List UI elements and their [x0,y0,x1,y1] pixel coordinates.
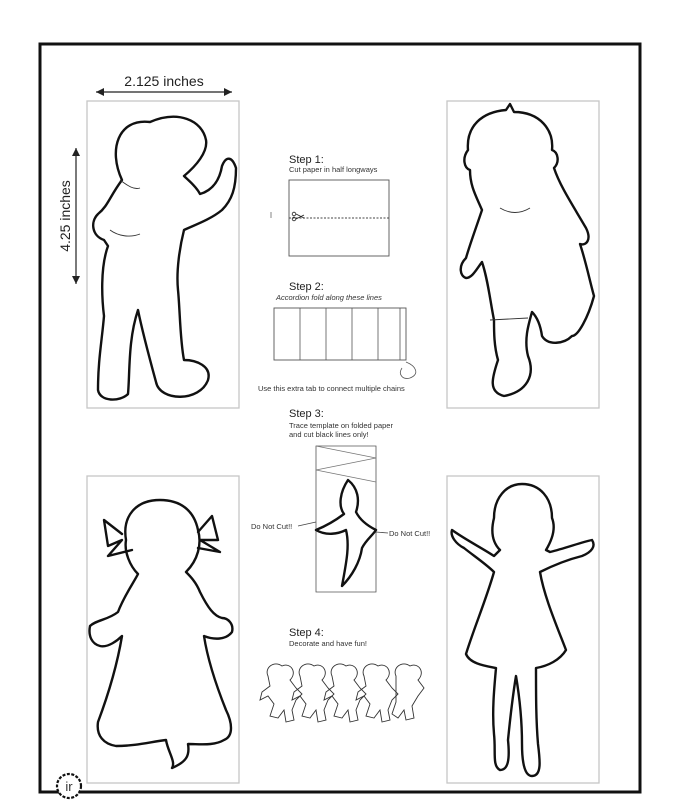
step-1-line-1: Cut paper in half longways [289,165,378,174]
step-4-title: Step 4: [289,627,324,639]
step-3-title: Step 3: [289,408,324,420]
step-3-left-callout: Do Not Cut!! [251,522,293,531]
step-2-title: Step 2: [289,281,324,293]
step-3-line-1: Trace template on folded paper [289,421,393,430]
width-dimension [96,73,232,96]
step-3-right-callout: Do Not Cut!! [389,529,431,538]
step-4 [260,627,424,722]
step-2-line-1: Accordion fold along these lines [276,293,382,302]
height-label: 4.25 inches [57,180,73,252]
paper-doll-chain [260,664,424,722]
logo-badge [57,774,81,798]
step-4-line-1: Decorate and have fun! [289,639,367,648]
step-3-line-2: and cut black lines only! [289,430,369,439]
logo-text: ir [65,779,73,794]
step-2-note: Use this extra tab to connect multiple chains [258,384,405,393]
template-girl-arms-up [447,476,599,783]
step-3 [251,408,430,592]
template-boy-waving [87,101,239,408]
step-1 [271,154,389,256]
step-2 [258,281,416,393]
height-dimension [57,148,80,284]
step-1-title: Step 1: [289,154,324,166]
width-label: 2.125 inches [124,73,204,89]
template-boy-kicking [447,101,599,408]
template-girl-pigtails [87,476,239,783]
